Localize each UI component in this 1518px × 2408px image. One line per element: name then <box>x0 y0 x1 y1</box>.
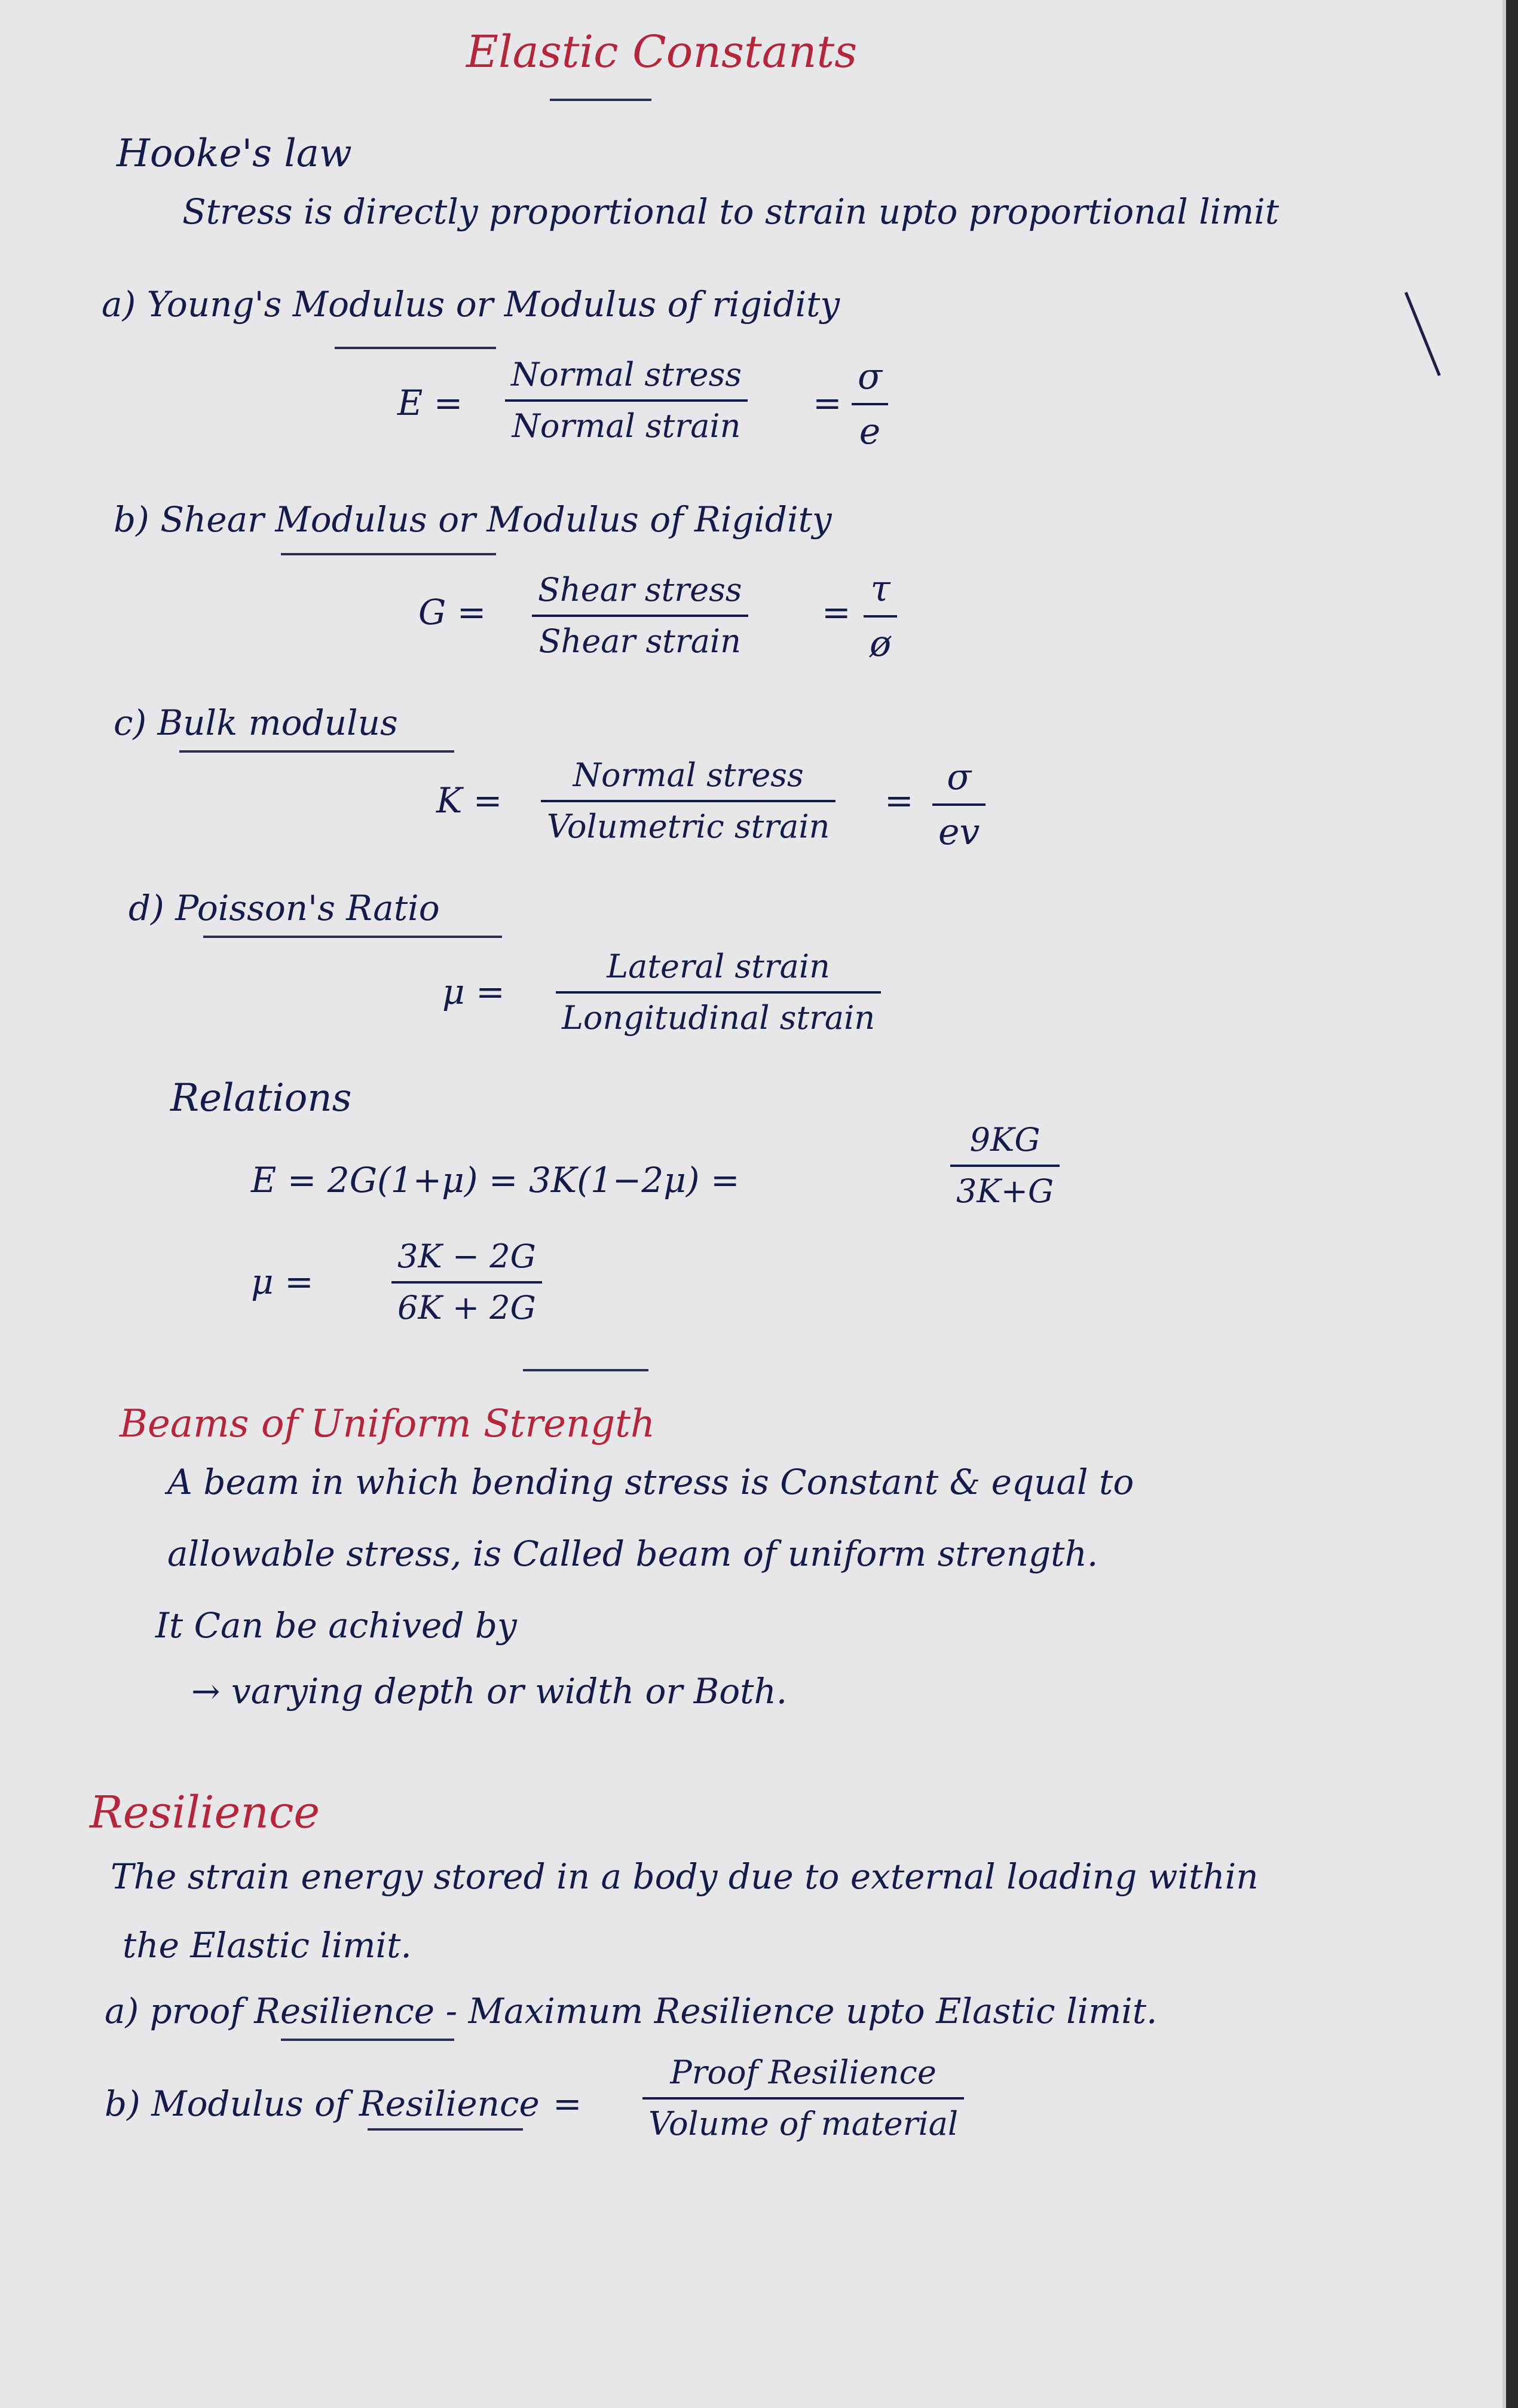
modulus-resilience-equals: = <box>553 2083 582 2124</box>
relation-fraction-1 <box>950 1121 1060 1210</box>
poisson-numerator: Lateral strain <box>607 948 830 985</box>
poisson-fraction <box>556 948 881 1037</box>
bulk-symbol-num: σ <box>947 756 972 798</box>
relations-mu-lhs: μ = <box>251 1261 314 1302</box>
beams-line-2: allowable stress, is Called beam of uniform strength. <box>167 1533 1098 1574</box>
beams-line-1: A beam in which bending stress is Constant & equal to <box>167 1462 1134 1502</box>
relations-line-1: E = 2G(1+μ) = 3K(1−2μ) = <box>251 1160 740 1200</box>
modulus-resilience-fraction <box>642 2053 964 2143</box>
relations-separator <box>523 1369 648 1371</box>
youngs-underline <box>335 347 496 349</box>
bulk-underline <box>179 750 454 753</box>
poisson-denominator: Longitudinal strain <box>562 999 876 1037</box>
hookes-law-text: Stress is directly proportional to strain upto proportional limit <box>182 191 1280 232</box>
beams-heading: Beams of Uniform Strength <box>120 1402 656 1446</box>
bulk-symbol-den: ev <box>938 811 980 853</box>
bulk-symbol-fraction <box>932 756 986 853</box>
bulk-equals: = <box>885 780 914 821</box>
relation-fraction-1-den: 3K+G <box>956 1172 1054 1210</box>
poisson-underline <box>203 936 502 938</box>
page-title: Elastic Constants <box>466 26 858 78</box>
shear-symbol-fraction <box>864 568 897 665</box>
youngs-symbol-fraction <box>852 356 888 453</box>
modulus-resilience-den: Volume of material <box>648 2105 959 2143</box>
youngs-symbol-den: e <box>859 411 881 453</box>
relations-heading: Relations <box>170 1076 352 1120</box>
beams-line-3: It Can be achived by <box>155 1605 517 1646</box>
relation-fraction-2 <box>391 1237 542 1327</box>
shear-underline <box>281 553 496 555</box>
relation-fraction-1-num: 9KG <box>969 1121 1040 1159</box>
shear-equals: = <box>822 592 851 632</box>
shear-numerator: Shear stress <box>538 571 742 609</box>
modulus-resilience-num: Proof Resilience <box>670 2053 936 2091</box>
bulk-lhs: K = <box>436 780 503 821</box>
resilience-line-2: the Elastic limit. <box>123 1925 412 1966</box>
bulk-modulus-label: c) Bulk modulus <box>114 702 398 743</box>
title-underline <box>550 99 651 101</box>
shear-fraction <box>532 571 748 660</box>
modulus-resilience-lhs: b) Modulus of Resilience <box>105 2083 540 2124</box>
proof-resilience-line: a) proof Resilience - Maximum Resilience upto Elastic limit. <box>105 1991 1158 2031</box>
hookes-law-heading: Hooke's law <box>117 132 352 176</box>
youngs-equals: = <box>813 383 842 423</box>
resilience-line-1: The strain energy stored in a body due to external loading within <box>111 1856 1259 1897</box>
shear-modulus-label: b) Shear Modulus or Modulus of Rigidity <box>114 499 832 540</box>
youngs-modulus-label: a) Young's Modulus or Modulus of rigidity <box>102 284 840 325</box>
modulus-resilience-underline <box>368 2128 523 2131</box>
youngs-numerator: Normal stress <box>511 356 742 393</box>
shear-symbol-den: ø <box>870 623 892 665</box>
resilience-heading: Resilience <box>90 1787 320 1838</box>
shear-denominator: Shear strain <box>538 622 741 660</box>
relation-fraction-2-den: 6K + 2G <box>397 1289 536 1327</box>
beams-line-4: → varying depth or width or Both. <box>191 1671 788 1712</box>
youngs-symbol-num: σ <box>858 356 882 398</box>
pen-stroke <box>1404 292 1441 376</box>
poissons-ratio-label: d) Poisson's Ratio <box>128 888 440 928</box>
bulk-denominator: Volumetric strain <box>547 808 830 845</box>
proof-resilience-underline <box>281 2039 454 2041</box>
youngs-denominator: Normal strain <box>512 407 741 445</box>
bulk-numerator: Normal stress <box>573 756 804 794</box>
poisson-lhs: μ = <box>442 971 505 1012</box>
youngs-lhs: E = <box>397 383 463 423</box>
shear-lhs: G = <box>418 592 486 632</box>
relation-fraction-2-num: 3K − 2G <box>397 1237 536 1275</box>
bulk-fraction <box>541 756 835 845</box>
shear-symbol-num: τ <box>870 568 890 610</box>
youngs-fraction <box>505 356 748 445</box>
